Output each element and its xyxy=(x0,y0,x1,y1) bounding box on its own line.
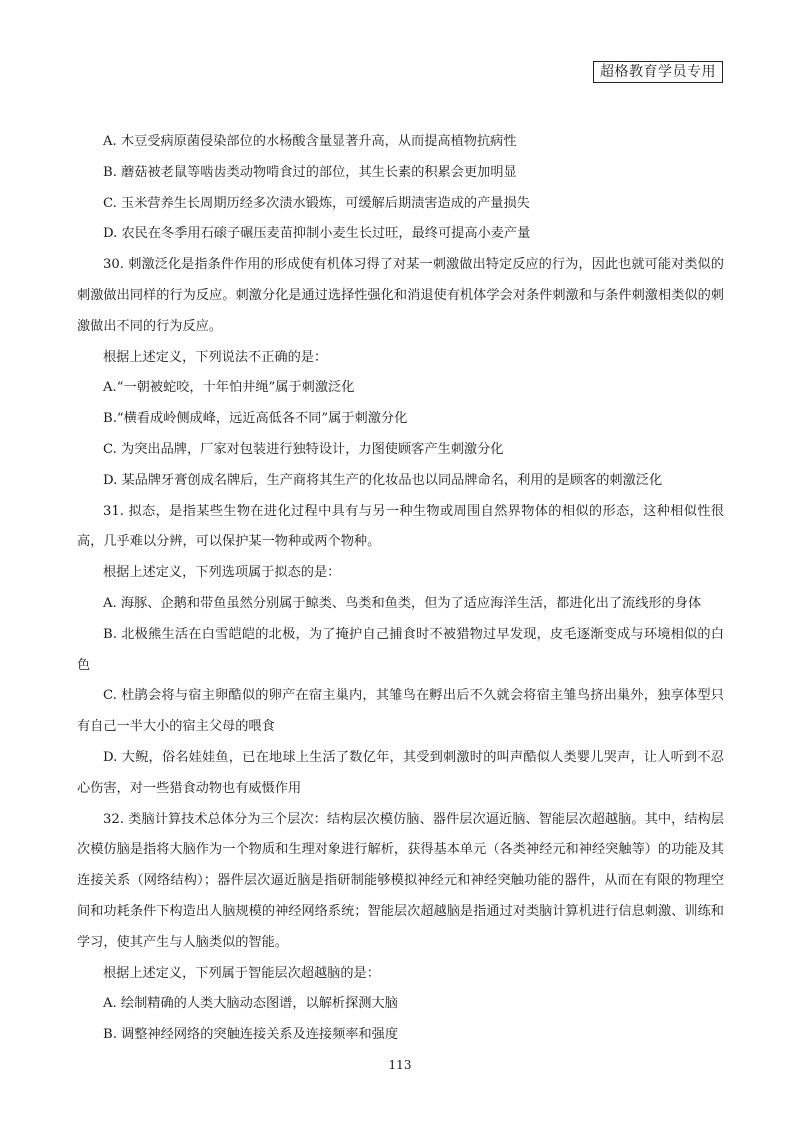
q29-option-d: D. 农民在冬季用石磙子碾压麦苗抑制小麦生长过旺，最终可提高小麦产量 xyxy=(103,226,531,242)
q32-definition: 32. 类脑计算技术总体分为三个层次：结构层次模仿脑、器件层次逼近脑、智能层次超越脑。其中，结构层次模仿脑是指将大脑作为一个物质和生理对象进行解析，获得基本单元（各类神经元和神经突触等）的功能及其连接关系（网络结构）；器件层次逼近脑是指研制能够模拟神经元和神经突触功能的器件，从而在有限的物理空间和功耗条件下构造出人脑规模的神经网络系统；智能层次超越脑是指通过对类脑计算机进行信息刺激、训练和学习，使其产生与人脑类似的智能。 xyxy=(77,811,724,950)
q32-option-b: B. 调整神经网络的突触连接关系及连接频率和强度 xyxy=(103,1027,399,1043)
q30-option-a: A.“一朝被蛇咬，十年怕井绳”属于刺激泛化 xyxy=(103,380,355,396)
q30-option-c: C. 为突出品牌，厂家对包装进行独特设计，力图使顾客产生刺激分化 xyxy=(103,441,504,457)
q29-option-c: C. 玉米营养生长周期历经多次渍水锻炼，可缓解后期渍害造成的产量损失 xyxy=(103,195,530,211)
q30-option-d: D. 某品牌牙膏创成名牌后，生产商将其生产的化妆品也以同品牌命名，利用的是顾客的刺激泛化 xyxy=(103,472,663,488)
page-number: 113 xyxy=(388,1058,412,1072)
q31-prompt: 根据上述定义，下列选项属于拟态的是： xyxy=(103,565,341,581)
q31-option-a: A. 海豚、企鹅和带鱼虽然分别属于鲸类、鸟类和鱼类，但为了适应海洋生活，都进化出了流线形的身体 xyxy=(103,595,702,611)
q31-option-b: B. 北极熊生活在白雪皑皑的北极，为了掩护自己捕食时不被猎物过早发现，皮毛逐渐变成与环境相似的白色 xyxy=(77,626,724,673)
q30-definition: 30. 刺激泛化是指条件作用的形成使有机体习得了对某一刺激做出特定反应的行为，因此也就可能对类似的刺激做出同样的行为反应。刺激分化是通过选择性强化和消退使有机体学会对条件刺激和与条件刺激相类似的刺激做出不同的行为反应。 xyxy=(77,257,724,334)
usage-stamp: 超格教育学员专用 xyxy=(593,61,723,83)
q29-option-b: B. 蘑菇被老鼠等啮齿类动物啃食过的部位，其生长素的积累会更加明显 xyxy=(103,164,517,180)
q31-option-d: D. 大鲵，俗名娃娃鱼，已在地球上生活了数亿年，其受到刺激时的叫声酷似人类婴儿哭声，让人听到不忍心伤害，对一些猎食动物也有威慑作用 xyxy=(77,749,724,796)
q30-option-b: B.“横看成岭侧成峰，远近高低各不同”属于刺激分化 xyxy=(103,411,408,427)
q30-prompt: 根据上述定义，下列说法不正确的是： xyxy=(103,349,328,365)
q29-option-a: A. 木豆受病原菌侵染部位的水杨酸含量显著升高，从而提高植物抗病性 xyxy=(103,134,517,149)
document-body xyxy=(77,127,724,1051)
q32-prompt: 根据上述定义，下列属于智能层次超越脑的是： xyxy=(103,965,380,981)
q31-option-c: C. 杜鹃会将与宿主卵酷似的卵产在宿主巢内，其雏鸟在孵出后不久就会将宿主雏鸟挤出巢外，独享体型只有自己一半大小的宿主父母的喂食 xyxy=(77,688,724,735)
q31-definition: 31. 拟态，是指某些生物在进化过程中具有与另一种生物或周围自然界物体的相似的形态，这种相似性很高，几乎难以分辨，可以保护某一物种或两个物种。 xyxy=(77,503,724,550)
q32-option-a: A. 绘制精确的人类大脑动态图谱，以解析探测大脑 xyxy=(103,996,398,1012)
